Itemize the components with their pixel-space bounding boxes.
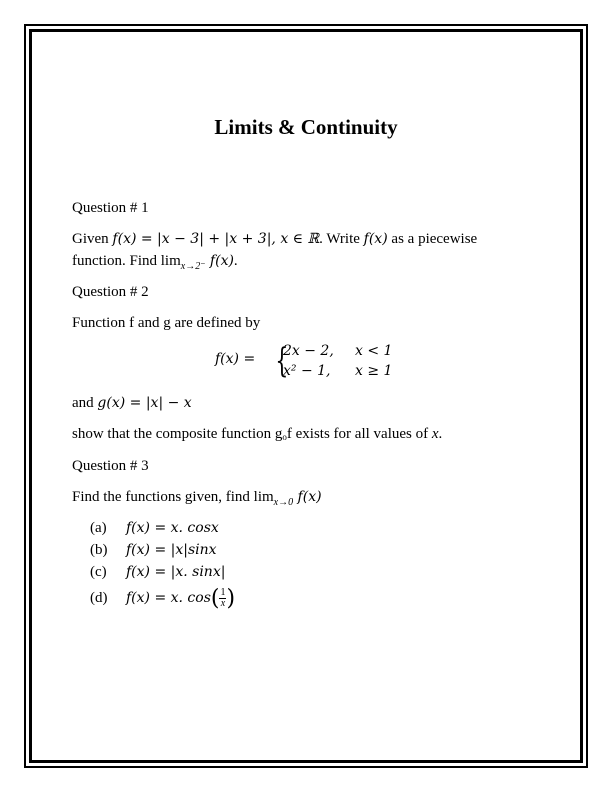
item-expression: f(x) = x. cosx (126, 520, 219, 536)
list-item (90, 540, 217, 560)
item-label: (b) (90, 542, 108, 558)
q3-find-limit-text: Find the functions given, find lim (72, 489, 274, 505)
item-expression: f(x) = x. cos (126, 590, 211, 606)
composite-end: . (438, 426, 443, 442)
case-2-expression: x² − 1, (283, 363, 331, 379)
g-function-definition: g(x) = |x| − x (97, 395, 192, 411)
question-1-heading: Question # 1 (72, 200, 149, 216)
case-1-condition: x < 1 (355, 343, 393, 359)
open-paren-symbol: ( (210, 586, 220, 611)
q1-find-limit-text: function. Find lim (72, 253, 181, 269)
case-1-expression: 2x − 2, (283, 343, 334, 359)
list-item (90, 518, 219, 538)
list-item (90, 588, 235, 609)
x-variable: x (431, 426, 439, 442)
fraction-numerator: 1 (220, 587, 226, 599)
question-3-intro (72, 487, 322, 513)
q1-limit-function: f(x) (205, 253, 234, 269)
question-1-line-2 (72, 251, 238, 277)
question-2-intro: Function f and g are defined by (72, 315, 261, 331)
document-title: Limits & Continuity (214, 115, 398, 139)
item-expression: f(x) = |x. sinx| (126, 564, 226, 580)
q1-given-text: Given (72, 231, 113, 247)
item-label: (a) (90, 520, 107, 536)
case-2-condition: x ≥ 1 (355, 363, 393, 379)
composite-function-line (72, 424, 442, 447)
and-text: and (72, 395, 98, 411)
item-expression: f(x) = |x|sinx (126, 542, 217, 558)
composite-suffix: f exists for all values of (286, 426, 432, 442)
q1-period: . (233, 253, 238, 269)
composite-operator: o (282, 432, 287, 442)
question-1-line-1 (72, 229, 477, 249)
q3-limit-subscript: x→0 (273, 497, 294, 508)
item-label: (c) (90, 564, 107, 580)
item-label: (d) (90, 590, 108, 606)
q3-limit-function: f(x) (293, 489, 322, 505)
fraction-denominator: x (220, 598, 226, 610)
question-3-heading: Question # 3 (72, 458, 149, 474)
question-2-heading: Question # 2 (72, 284, 149, 300)
piecewise-lhs: f(x) = (215, 351, 256, 367)
left-brace-symbol: { (275, 341, 289, 381)
q1-fx: f(x) (363, 231, 388, 247)
q1-function-definition: f(x) = |x − 3| + |x + 3|, x ∈ ℝ (112, 231, 320, 247)
q1-write-text: . Write (319, 231, 364, 247)
q1-limit-subscript: x→2⁻ (180, 261, 206, 272)
q1-piecewise-text: as a piecewise (387, 231, 478, 247)
composite-prefix: show that the composite function g (72, 426, 283, 442)
list-item (90, 562, 225, 582)
close-paren-symbol: ) (226, 586, 236, 611)
g-definition-line (72, 393, 192, 413)
